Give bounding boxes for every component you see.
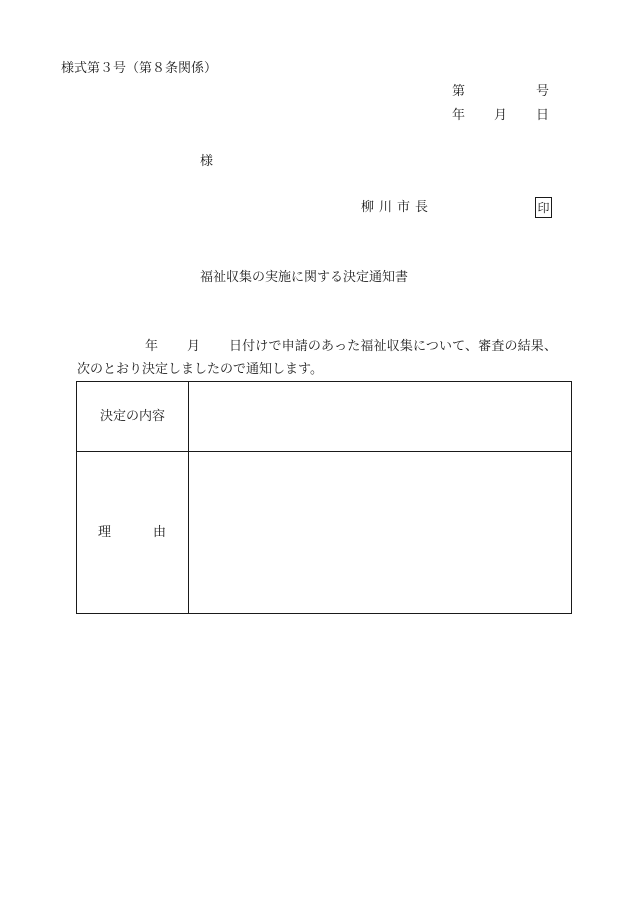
document-title: 福祉収集の実施に関する決定通知書 (200, 270, 409, 285)
table-row (77, 382, 572, 452)
body-line2: 次のとおり決定しましたので通知します。 (77, 362, 323, 377)
date-year: 年 (452, 108, 466, 123)
date-month: 月 (494, 108, 508, 123)
reason-value (189, 452, 572, 614)
seal-stamp: 印 (535, 197, 552, 218)
document-number-suffix: 号 (536, 84, 550, 99)
reason-label-part: 理 (98, 525, 112, 540)
body-year: 年 (145, 339, 159, 354)
table-row (77, 452, 572, 614)
addressee-honorific: 様 (200, 154, 214, 169)
form-header: 様式第３号（第８条関係） (61, 61, 218, 76)
body-line1: 日付けで申請のあった福祉収集について、審査の結果、 (229, 339, 558, 354)
decision-table (76, 381, 572, 614)
reason-label-cell (77, 452, 189, 614)
body-month: 月 (187, 339, 201, 354)
document-number-prefix: 第 (452, 84, 466, 99)
date-day: 日 (536, 108, 550, 123)
decision-content-label: 決定の内容 (77, 382, 189, 452)
sender-title: 柳川市長 (361, 200, 434, 215)
decision-content-value (189, 382, 572, 452)
reason-label-part: 由 (152, 525, 166, 540)
